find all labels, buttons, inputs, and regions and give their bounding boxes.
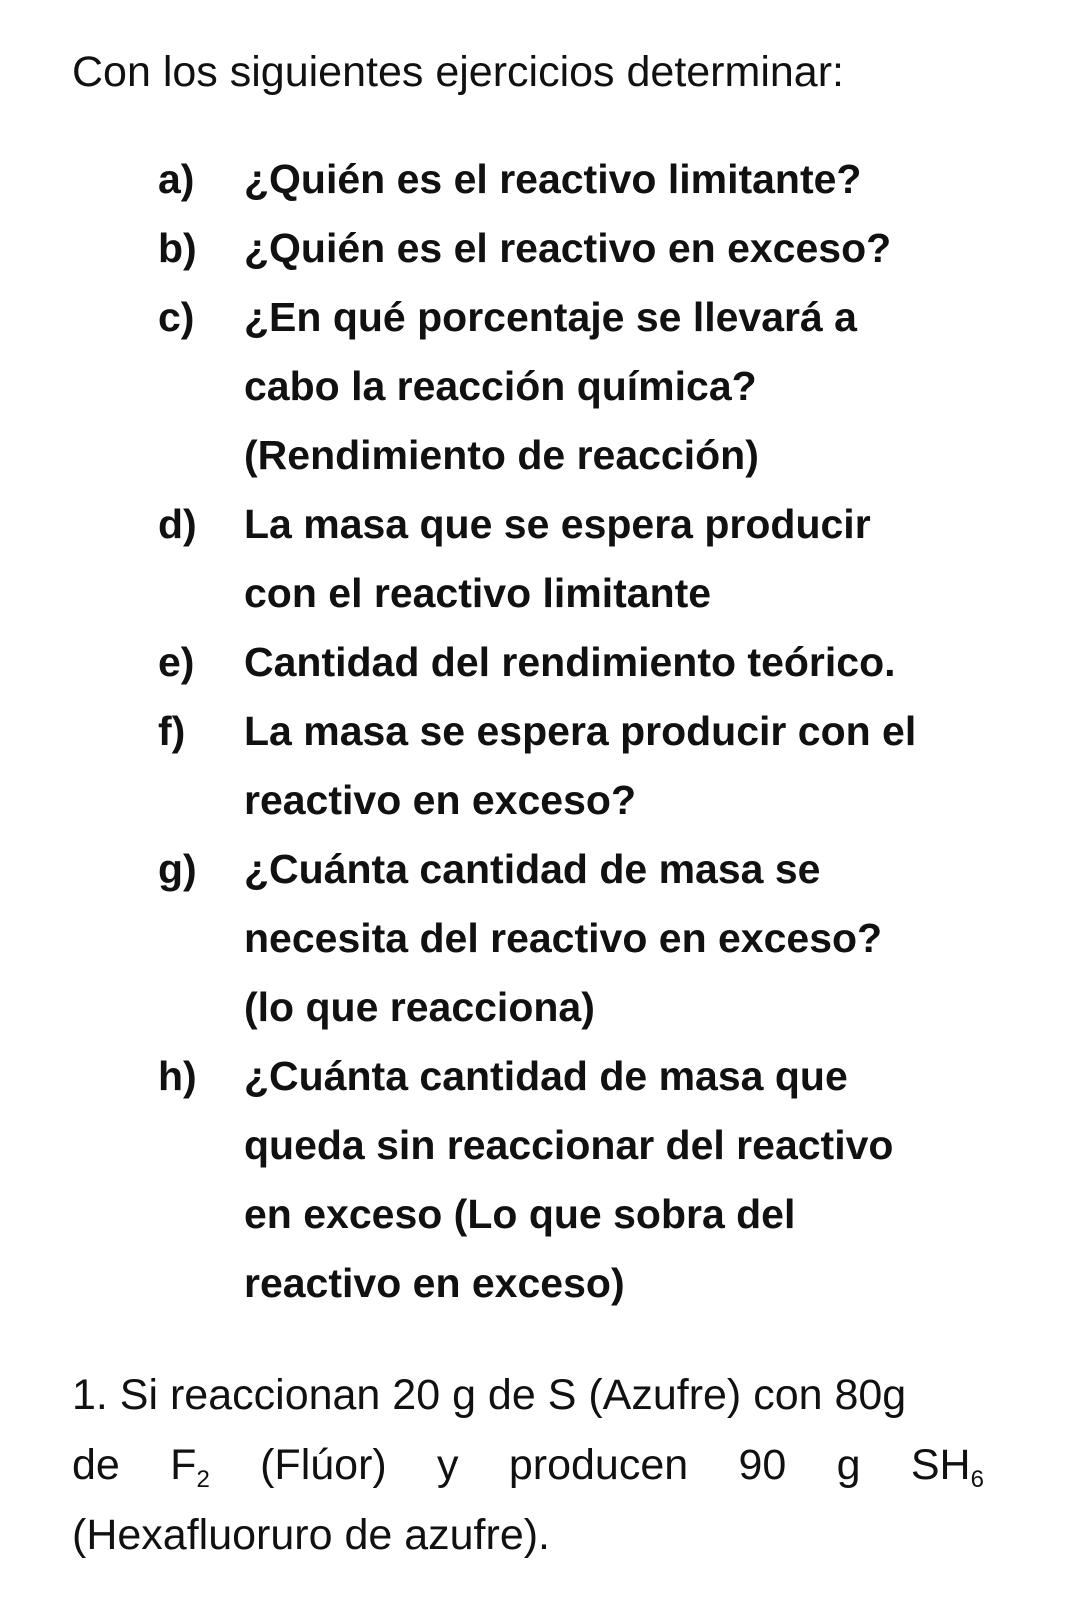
- question-text: ¿En qué porcentaje se llevará a: [244, 294, 857, 340]
- problem-word: de: [72, 1441, 120, 1489]
- question-item-d: [158, 490, 1058, 628]
- question-text: (lo que reacciona): [244, 984, 595, 1030]
- question-text: cabo la reacción química?: [244, 363, 757, 409]
- fluorine-formula: [170, 1430, 210, 1500]
- question-item-f: [158, 697, 1058, 835]
- question-letter: c): [158, 294, 195, 340]
- question-text: (Rendimiento de reacción): [244, 432, 759, 478]
- question-item-b: [158, 214, 1058, 283]
- problem-word: producen: [508, 1441, 689, 1489]
- sulfur-hexafluoride-formula: [911, 1430, 984, 1500]
- problem-word: (Flúor): [260, 1441, 387, 1489]
- question-item-h: [158, 1042, 1058, 1318]
- question-letter: f): [158, 708, 186, 754]
- question-item-g: [158, 835, 1058, 1042]
- question-text: La masa que se espera producir: [244, 501, 871, 547]
- fluorine-symbol: F: [170, 1441, 197, 1489]
- question-text: Cantidad del rendimiento teórico.: [244, 639, 896, 685]
- question-letter: b): [158, 225, 197, 271]
- question-text: reactivo en exceso): [244, 1260, 625, 1306]
- intro-text: Con los siguientes ejercicios determinar:: [72, 48, 844, 96]
- question-text: en exceso (Lo que sobra del: [244, 1191, 796, 1237]
- question-text: reactivo en exceso?: [244, 777, 636, 823]
- problem-line-1: 1. Si reaccionan 20 g de S (Azufre) con 80g: [72, 1371, 907, 1419]
- question-text: ¿Quién es el reactivo en exceso?: [244, 225, 892, 271]
- question-item-c: [158, 283, 1058, 490]
- question-letter: a): [158, 156, 195, 202]
- question-text: con el reactivo limitante: [244, 570, 712, 616]
- question-letter: h): [158, 1053, 197, 1099]
- question-letter: e): [158, 639, 195, 685]
- question-letter: d): [158, 501, 197, 547]
- fluorine-subscript: 2: [196, 1466, 210, 1493]
- sh-symbol: SH: [910, 1441, 971, 1489]
- problem-statement: [72, 1360, 984, 1570]
- question-text: necesita del reactivo en exceso?: [244, 915, 883, 961]
- question-text: La masa se espera producir con el: [244, 708, 917, 754]
- problem-word: 90: [738, 1441, 787, 1489]
- question-letter: g): [158, 846, 197, 892]
- question-text: queda sin reaccionar del reactivo: [244, 1122, 894, 1168]
- question-list: [158, 145, 1058, 1318]
- problem-word: y: [437, 1441, 459, 1489]
- sh-subscript: 6: [970, 1466, 984, 1493]
- problem-word: g: [836, 1441, 861, 1489]
- question-text: ¿Cuánta cantidad de masa que: [244, 1053, 848, 1099]
- question-text: ¿Quién es el reactivo limitante?: [244, 156, 862, 202]
- problem-line-2: [72, 1430, 984, 1500]
- question-item-a: [158, 145, 1058, 214]
- question-text: ¿Cuánta cantidad de masa se: [244, 846, 821, 892]
- problem-line-3: (Hexafluoruro de azufre).: [72, 1511, 550, 1559]
- question-item-e: [158, 628, 1058, 697]
